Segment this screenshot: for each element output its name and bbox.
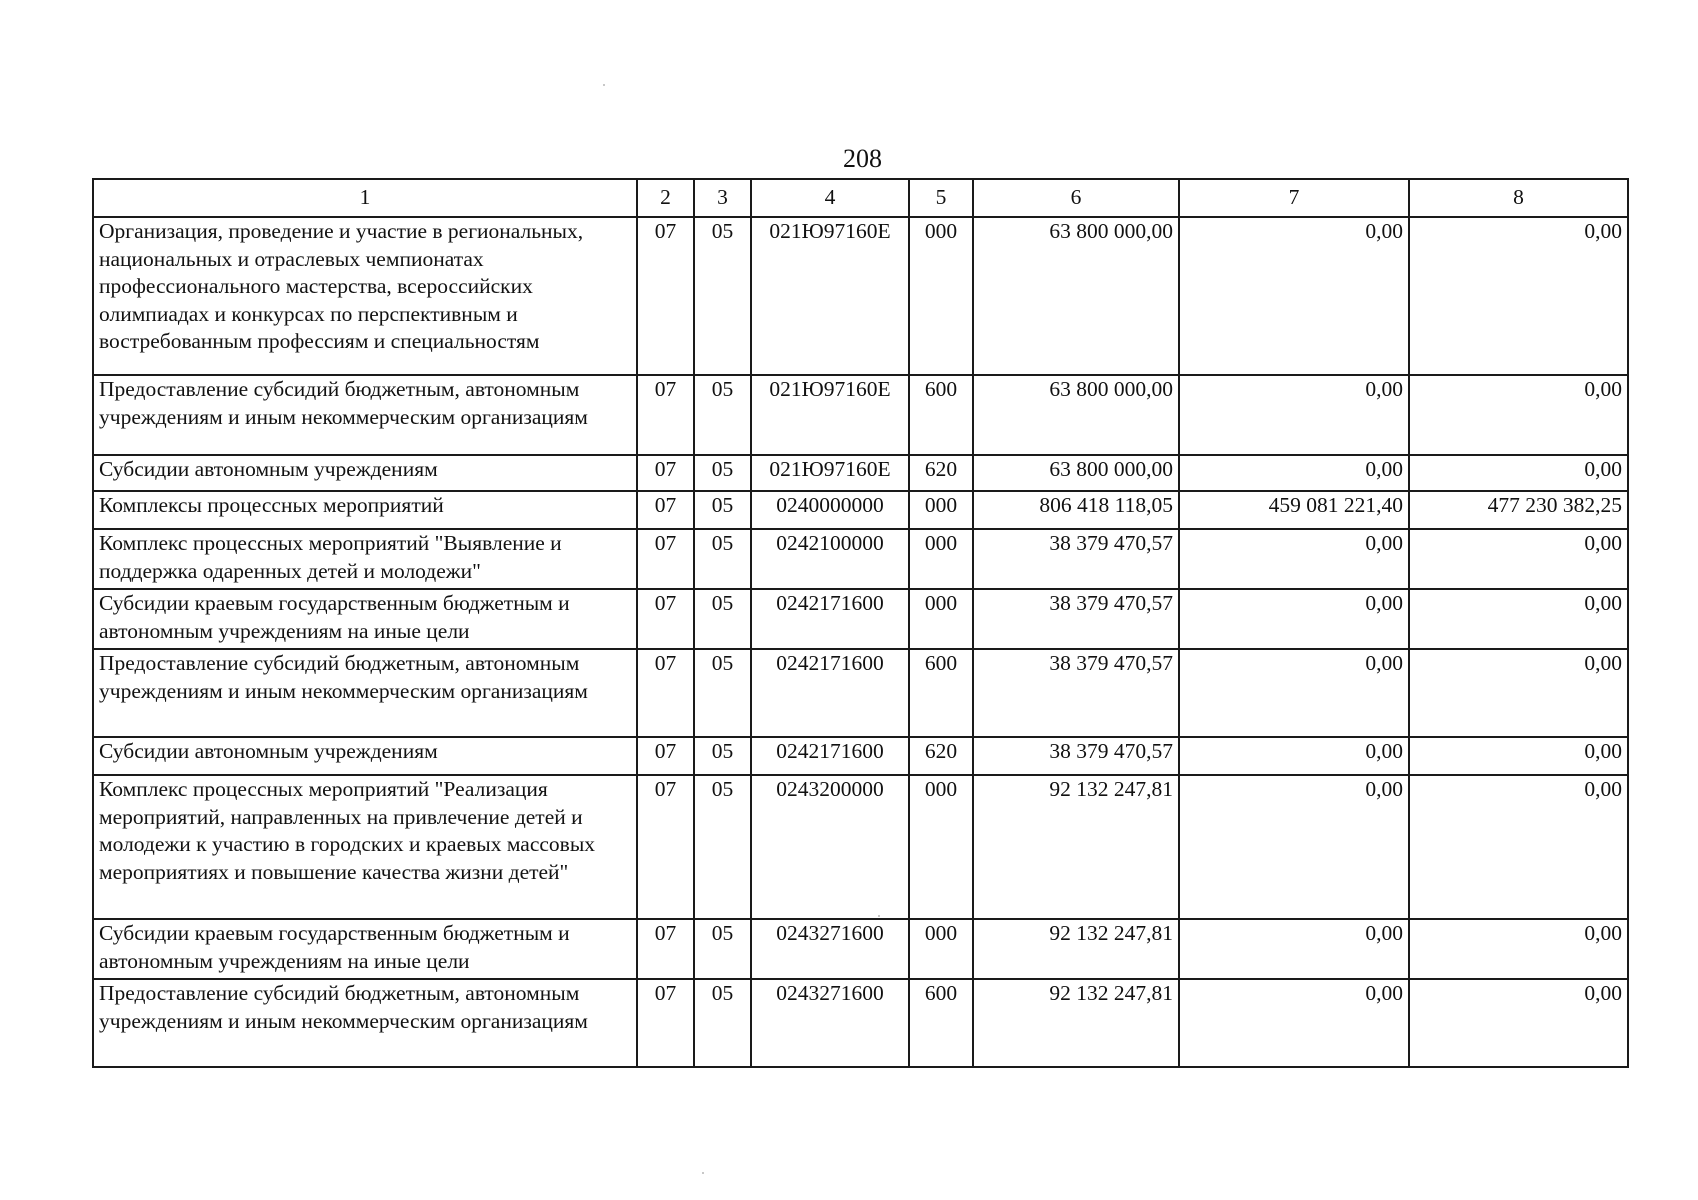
row-target-code: 0243271600 [751, 979, 909, 1067]
column-header-6: 6 [973, 179, 1179, 217]
row-amount-col6: 806 418 118,05 [973, 491, 1179, 529]
budget-table [92, 178, 1629, 1068]
row-section-code: 07 [637, 589, 694, 649]
row-expense-type-code: 600 [909, 375, 973, 455]
row-expense-type-code: 000 [909, 589, 973, 649]
row-amount-col6: 38 379 470,57 [973, 529, 1179, 589]
row-target-code: 0242171600 [751, 589, 909, 649]
row-target-code: 0243200000 [751, 775, 909, 919]
row-amount-col7: 459 081 221,40 [1179, 491, 1409, 529]
row-amount-col8: 0,00 [1409, 649, 1628, 737]
row-section-code: 07 [637, 375, 694, 455]
column-header-1: 1 [93, 179, 637, 217]
row-amount-col6: 63 800 000,00 [973, 455, 1179, 491]
row-amount-col7: 0,00 [1179, 737, 1409, 775]
table-row [93, 979, 1628, 1067]
row-target-code: 0242171600 [751, 737, 909, 775]
row-amount-col7: 0,00 [1179, 775, 1409, 919]
row-expense-type-code: 000 [909, 217, 973, 375]
row-expense-type-code: 000 [909, 919, 973, 979]
column-header-3: 3 [694, 179, 751, 217]
row-section-code: 07 [637, 737, 694, 775]
column-header-2: 2 [637, 179, 694, 217]
row-amount-col6: 38 379 470,57 [973, 737, 1179, 775]
table-row [93, 529, 1628, 589]
row-amount-col6: 92 132 247,81 [973, 775, 1179, 919]
row-amount-col7: 0,00 [1179, 375, 1409, 455]
row-section-code: 07 [637, 217, 694, 375]
row-amount-col8: 0,00 [1409, 375, 1628, 455]
row-target-code: 021Ю97160Е [751, 455, 909, 491]
row-name: Субсидии краевым государственным бюджетным и автономным учреждениям на иные цели [93, 919, 637, 979]
row-name: Субсидии автономным учреждениям [93, 455, 637, 491]
row-amount-col7: 0,00 [1179, 529, 1409, 589]
row-expense-type-code: 000 [909, 775, 973, 919]
row-name: Комплексы процессных мероприятий [93, 491, 637, 529]
row-name: Организация, проведение и участие в региональных, национальных и отраслевых чемпионатах профессионального мастерства, всероссийских олимпиадах и конкурсах по перспективным и востребованным профессиям и специальностям [93, 217, 637, 375]
row-expense-type-code: 620 [909, 455, 973, 491]
row-name: Субсидии краевым государственным бюджетным и автономным учреждениям на иные цели [93, 589, 637, 649]
row-subsection-code: 05 [694, 589, 751, 649]
row-subsection-code: 05 [694, 737, 751, 775]
row-section-code: 07 [637, 919, 694, 979]
table-row [93, 455, 1628, 491]
row-expense-type-code: 000 [909, 491, 973, 529]
row-amount-col8: 477 230 382,25 [1409, 491, 1628, 529]
row-amount-col6: 63 800 000,00 [973, 217, 1179, 375]
table-row [93, 491, 1628, 529]
row-name: Предоставление субсидий бюджетным, автономным учреждениям и иным некоммерческим организациям [93, 649, 637, 737]
row-section-code: 07 [637, 775, 694, 919]
row-target-code: 0243271600 [751, 919, 909, 979]
row-subsection-code: 05 [694, 217, 751, 375]
row-amount-col7: 0,00 [1179, 979, 1409, 1067]
row-subsection-code: 05 [694, 375, 751, 455]
row-name: Предоставление субсидий бюджетным, автономным учреждениям и иным некоммерческим организациям [93, 979, 637, 1067]
row-amount-col7: 0,00 [1179, 589, 1409, 649]
row-name: Комплекс процессных мероприятий "Реализация мероприятий, направленных на привлечение детей и молодежи к участию в городских и краевых массовых мероприятиях и повышение качества жизни детей" [93, 775, 637, 919]
row-amount-col8: 0,00 [1409, 217, 1628, 375]
row-amount-col6: 38 379 470,57 [973, 589, 1179, 649]
row-amount-col6: 63 800 000,00 [973, 375, 1179, 455]
column-header-7: 7 [1179, 179, 1409, 217]
table-header-row [93, 179, 1628, 217]
row-amount-col6: 92 132 247,81 [973, 919, 1179, 979]
row-section-code: 07 [637, 529, 694, 589]
row-amount-col7: 0,00 [1179, 919, 1409, 979]
row-subsection-code: 05 [694, 491, 751, 529]
table-row [93, 589, 1628, 649]
row-amount-col7: 0,00 [1179, 649, 1409, 737]
row-amount-col8: 0,00 [1409, 737, 1628, 775]
row-amount-col8: 0,00 [1409, 529, 1628, 589]
row-amount-col6: 38 379 470,57 [973, 649, 1179, 737]
row-expense-type-code: 620 [909, 737, 973, 775]
row-subsection-code: 05 [694, 979, 751, 1067]
row-target-code: 0240000000 [751, 491, 909, 529]
scan-speck [702, 1172, 704, 1174]
table-row [93, 217, 1628, 375]
column-header-8: 8 [1409, 179, 1628, 217]
column-header-4: 4 [751, 179, 909, 217]
row-amount-col8: 0,00 [1409, 775, 1628, 919]
row-section-code: 07 [637, 455, 694, 491]
scan-speck [878, 915, 880, 917]
table-row [93, 649, 1628, 737]
row-subsection-code: 05 [694, 455, 751, 491]
row-expense-type-code: 600 [909, 979, 973, 1067]
row-amount-col7: 0,00 [1179, 455, 1409, 491]
row-target-code: 0242171600 [751, 649, 909, 737]
row-section-code: 07 [637, 649, 694, 737]
table-row [93, 737, 1628, 775]
row-target-code: 021Ю97160Е [751, 217, 909, 375]
row-section-code: 07 [637, 491, 694, 529]
page-number: 208 [843, 144, 882, 173]
row-name: Комплекс процессных мероприятий "Выявление и поддержка одаренных детей и молодежи" [93, 529, 637, 589]
row-target-code: 021Ю97160Е [751, 375, 909, 455]
row-amount-col8: 0,00 [1409, 589, 1628, 649]
row-amount-col8: 0,00 [1409, 919, 1628, 979]
row-subsection-code: 05 [694, 919, 751, 979]
row-section-code: 07 [637, 979, 694, 1067]
row-subsection-code: 05 [694, 649, 751, 737]
row-expense-type-code: 600 [909, 649, 973, 737]
row-subsection-code: 05 [694, 529, 751, 589]
row-amount-col8: 0,00 [1409, 979, 1628, 1067]
row-target-code: 0242100000 [751, 529, 909, 589]
row-amount-col7: 0,00 [1179, 217, 1409, 375]
row-amount-col8: 0,00 [1409, 455, 1628, 491]
row-name: Предоставление субсидий бюджетным, автономным учреждениям и иным некоммерческим организациям [93, 375, 637, 455]
scan-speck [603, 84, 605, 86]
column-header-5: 5 [909, 179, 973, 217]
row-expense-type-code: 000 [909, 529, 973, 589]
row-subsection-code: 05 [694, 775, 751, 919]
table-row [93, 375, 1628, 455]
row-amount-col6: 92 132 247,81 [973, 979, 1179, 1067]
table-row [93, 919, 1628, 979]
row-name: Субсидии автономным учреждениям [93, 737, 637, 775]
table-row [93, 775, 1628, 919]
